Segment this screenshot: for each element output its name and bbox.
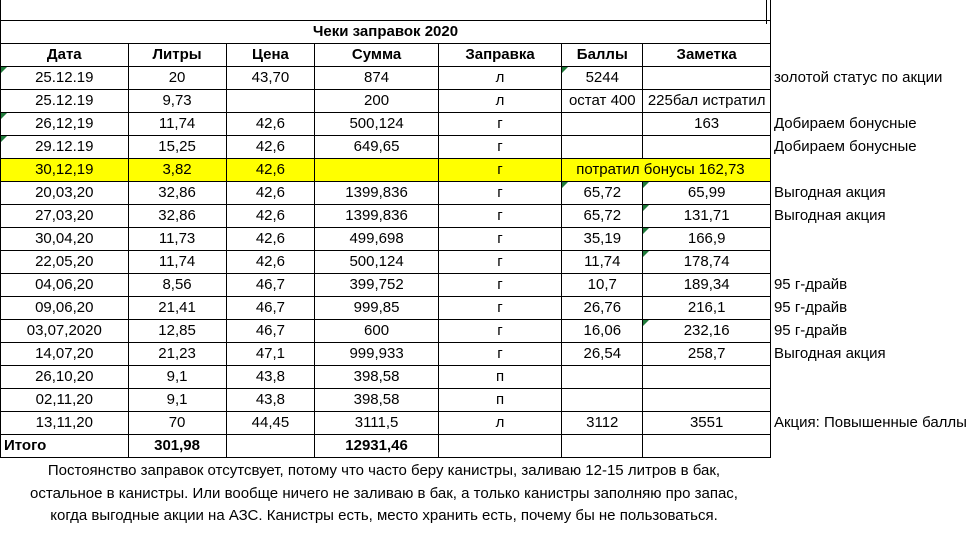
cell-points[interactable]	[562, 365, 643, 388]
cell-side-note[interactable]: Акция: Повышенные баллы	[773, 413, 967, 431]
header-price[interactable]: Цена	[226, 43, 315, 66]
cell-station[interactable]: г	[438, 319, 561, 342]
cell-liters[interactable]: 3,82	[128, 158, 226, 181]
cell-note[interactable]: 216,1	[643, 296, 771, 319]
cell-price[interactable]	[226, 89, 315, 112]
cell-station[interactable]: л	[438, 411, 561, 434]
table-row	[1, 89, 971, 112]
cell-points[interactable]	[562, 388, 643, 411]
cell-side-note[interactable]: Выгодная акция	[773, 183, 886, 201]
cell-side-note[interactable]	[770, 158, 970, 181]
cell-side-note[interactable]: 95 г-драйв	[773, 298, 848, 316]
total-liters[interactable]: 301,98	[128, 434, 226, 457]
cell-sum[interactable]	[315, 158, 439, 181]
cell-sum[interactable]: 200	[315, 89, 439, 112]
cell-sum[interactable]: 398,58	[315, 365, 439, 388]
header-note[interactable]: Заметка	[643, 43, 771, 66]
cell-points[interactable]	[562, 112, 643, 135]
table-title[interactable]: Чеки заправок 2020	[1, 20, 771, 43]
cell-note[interactable]: 178,74	[643, 250, 771, 273]
cell-side-note[interactable]: 95 г-драйв	[773, 321, 848, 339]
cell-note[interactable]: 3551	[643, 411, 771, 434]
table-row	[1, 319, 971, 342]
header-points[interactable]: Баллы	[562, 43, 643, 66]
header-sum[interactable]: Сумма	[315, 43, 439, 66]
cell-price[interactable]: 42,6	[226, 112, 315, 135]
table-row	[1, 158, 971, 181]
cell-note[interactable]: 163	[643, 112, 771, 135]
cell-liters[interactable]: 9,73	[128, 89, 226, 112]
cell-note[interactable]	[643, 135, 771, 158]
cell-side-note[interactable]	[770, 365, 970, 388]
cell-points[interactable]: 26,76	[562, 296, 643, 319]
cell-side-note[interactable]: Выгодная акция	[773, 344, 886, 362]
footer-note	[0, 460, 768, 528]
cell-side-note[interactable]	[770, 227, 970, 250]
cell-liters[interactable]: 70	[128, 411, 226, 434]
cell-points[interactable]: 26,54	[562, 342, 643, 365]
cell-points[interactable]: 10,7	[562, 273, 643, 296]
cell-price[interactable]: 43,70	[226, 66, 315, 89]
cell-liters[interactable]: 11,74	[128, 112, 226, 135]
cell-station[interactable]: г	[438, 135, 561, 158]
cell-date[interactable]: 03,07,2020	[1, 319, 129, 342]
cell-points[interactable]: 11,74	[562, 250, 643, 273]
cell-note[interactable]: 189,34	[643, 273, 771, 296]
cell-note[interactable]: 131,71	[643, 204, 771, 227]
cell-note[interactable]: 258,7	[643, 342, 771, 365]
cell-sum[interactable]: 1399,836	[315, 181, 439, 204]
cell-sum[interactable]: 399,752	[315, 273, 439, 296]
cell-points[interactable]: 5244	[562, 66, 643, 89]
table-row	[1, 135, 971, 158]
cell-price[interactable]: 42,6	[226, 250, 315, 273]
cell[interactable]	[643, 434, 771, 457]
cell-station[interactable]: г	[438, 296, 561, 319]
cell-liters[interactable]: 11,74	[128, 250, 226, 273]
cell[interactable]	[562, 434, 643, 457]
cell[interactable]	[438, 434, 561, 457]
cell-date[interactable]: 09,06,20	[1, 296, 129, 319]
cell-liters[interactable]: 21,23	[128, 342, 226, 365]
cell-note[interactable]: 166,9	[643, 227, 771, 250]
cell-sum[interactable]: 398,58	[315, 388, 439, 411]
table-row	[1, 250, 971, 273]
cell-date[interactable]: 04,06,20	[1, 273, 129, 296]
cell-date[interactable]: 25.12.19	[1, 66, 129, 89]
cell-price[interactable]: 42,6	[226, 227, 315, 250]
cell-sum[interactable]: 1399,836	[315, 204, 439, 227]
cell-points[interactable]	[562, 135, 643, 158]
cell-station[interactable]: л	[438, 66, 561, 89]
cell-points[interactable]: 65,72	[562, 204, 643, 227]
cell-points[interactable]: 65,72	[562, 181, 643, 204]
table-row	[1, 342, 971, 365]
cell-note[interactable]	[643, 388, 771, 411]
cell-side-note[interactable]: Добираем бонусные	[773, 137, 917, 155]
header-liters[interactable]: Литры	[128, 43, 226, 66]
cell-side-note[interactable]: Добираем бонусные	[773, 114, 917, 132]
cell-liters[interactable]: 32,86	[128, 181, 226, 204]
cell-liters[interactable]: 9,1	[128, 365, 226, 388]
total-sum[interactable]: 12931,46	[315, 434, 439, 457]
cell-liters[interactable]: 20	[128, 66, 226, 89]
cell-note[interactable]	[643, 365, 771, 388]
cell-side-note[interactable]: Выгодная акция	[773, 206, 886, 224]
cell-price[interactable]: 46,7	[226, 319, 315, 342]
cell-side-note[interactable]: золотой статус по акции	[773, 68, 943, 86]
cell-sum[interactable]: 3111,5	[315, 411, 439, 434]
cell-note[interactable]: 232,16	[643, 319, 771, 342]
cell-sum[interactable]: 649,65	[315, 135, 439, 158]
cell-price[interactable]: 43,8	[226, 388, 315, 411]
cell-side-note[interactable]	[770, 388, 970, 411]
cell-note[interactable]	[643, 66, 771, 89]
cell-price[interactable]: 47,1	[226, 342, 315, 365]
cell-points[interactable]: 3112	[562, 411, 643, 434]
table-row	[1, 66, 971, 89]
cell-station[interactable]: г	[438, 250, 561, 273]
cell-price[interactable]: 42,6	[226, 181, 315, 204]
total-label[interactable]: Итого	[1, 434, 129, 457]
cell-date[interactable]: 30,04,20	[1, 227, 129, 250]
cell-date[interactable]: 30,12,19	[1, 158, 129, 181]
cell-date[interactable]: 26,10,20	[1, 365, 129, 388]
cell-points[interactable]: потратил бонусы 162,73	[562, 158, 771, 181]
cell-liters[interactable]: 12,85	[128, 319, 226, 342]
header-row	[1, 43, 971, 66]
table-row	[1, 273, 971, 296]
cell-price[interactable]: 46,7	[226, 273, 315, 296]
cell-sum[interactable]: 500,124	[315, 112, 439, 135]
cell[interactable]	[226, 434, 315, 457]
cell-liters[interactable]: 15,25	[128, 135, 226, 158]
cell-date[interactable]: 22,05,20	[1, 250, 129, 273]
table-row	[1, 204, 971, 227]
cell-sum[interactable]: 500,124	[315, 250, 439, 273]
header-station[interactable]: Заправка	[438, 43, 561, 66]
table-row	[1, 181, 971, 204]
cell-date[interactable]: 26,12,19	[1, 112, 129, 135]
cell-liters[interactable]: 21,41	[128, 296, 226, 319]
table-row	[1, 388, 971, 411]
cell-price[interactable]: 42,6	[226, 204, 315, 227]
header-date[interactable]: Дата	[1, 43, 129, 66]
cell-price[interactable]: 42,6	[226, 135, 315, 158]
cell-liters[interactable]: 9,1	[128, 388, 226, 411]
cell-points[interactable]: 35,19	[562, 227, 643, 250]
cell-station[interactable]: г	[438, 112, 561, 135]
footer-line-3: когда выгодные акции на АЗС. Канистры есть, место хранить есть, почему бы не пользоваться.	[50, 507, 718, 524]
cell-sum[interactable]: 600	[315, 319, 439, 342]
cell-date[interactable]: 27,03,20	[1, 204, 129, 227]
table-row	[1, 365, 971, 388]
table-row	[1, 112, 971, 135]
cell-liters[interactable]: 8,56	[128, 273, 226, 296]
cell-station[interactable]: п	[438, 365, 561, 388]
cell-sum[interactable]: 999,933	[315, 342, 439, 365]
cell-date[interactable]: 13,11,20	[1, 411, 129, 434]
cell-station[interactable]: л	[438, 89, 561, 112]
cell-date[interactable]: 14,07,20	[1, 342, 129, 365]
cell-liters[interactable]: 11,73	[128, 227, 226, 250]
cell-price[interactable]: 42,6	[226, 158, 315, 181]
footer-line-1: Постоянство заправок отсутсвует, потому что часто беру канистры, заливаю 12-15 литров в бак,	[47, 462, 721, 479]
cell-station[interactable]: г	[438, 227, 561, 250]
cell-note[interactable]: 225бал истратил	[643, 89, 771, 112]
cell-date[interactable]: 29.12.19	[1, 135, 129, 158]
cell-station[interactable]: г	[438, 342, 561, 365]
cell-side-note[interactable]	[770, 89, 970, 112]
cell-liters[interactable]: 32,86	[128, 204, 226, 227]
cell-side-note[interactable]: 95 г-драйв	[773, 275, 848, 293]
cell-sum[interactable]: 874	[315, 66, 439, 89]
cell[interactable]	[1, 0, 771, 20]
cell-station[interactable]: г	[438, 158, 561, 181]
cell-sum[interactable]: 999,85	[315, 296, 439, 319]
cell-price[interactable]: 43,8	[226, 365, 315, 388]
cell-price[interactable]: 44,45	[226, 411, 315, 434]
total-row	[1, 434, 971, 457]
cell-points[interactable]: остат 400	[562, 89, 643, 112]
footer-line-2: остальное в канистры. Или вообще ничего не заливаю в бак, а только канистры заполняю про запас,	[30, 484, 738, 502]
table-row	[1, 296, 971, 319]
cell-date[interactable]: 20,03,20	[1, 181, 129, 204]
cell-station[interactable]: г	[438, 181, 561, 204]
cell-note[interactable]: 65,99	[643, 181, 771, 204]
cell-points[interactable]: 16,06	[562, 319, 643, 342]
table-row	[1, 411, 971, 434]
cell-sum[interactable]: 499,698	[315, 227, 439, 250]
cell-station[interactable]: г	[438, 204, 561, 227]
cell-date[interactable]: 02,11,20	[1, 388, 129, 411]
cell-station[interactable]: п	[438, 388, 561, 411]
cell-station[interactable]: г	[438, 273, 561, 296]
cell-date[interactable]: 25.12.19	[1, 89, 129, 112]
cell-side-note[interactable]	[770, 250, 970, 273]
table-row	[1, 227, 971, 250]
cell-price[interactable]: 46,7	[226, 296, 315, 319]
